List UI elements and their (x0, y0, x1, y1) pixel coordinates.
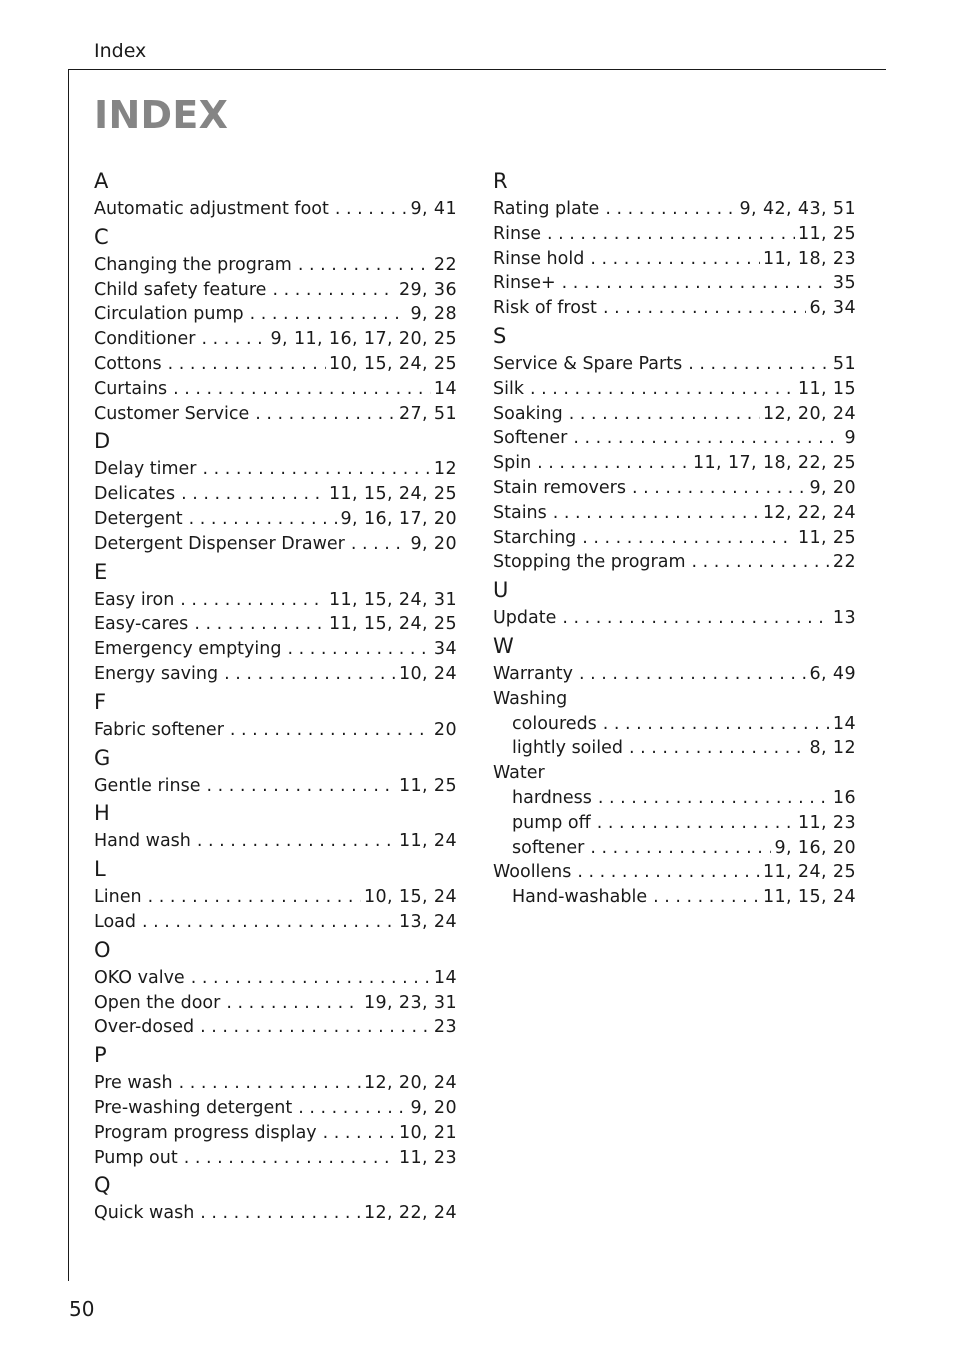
index-page-refs: 8, 12 (809, 738, 856, 759)
dot-leader (335, 197, 408, 222)
index-letter-heading: R (493, 169, 508, 193)
index-subentry (493, 836, 856, 861)
index-entry (94, 829, 457, 854)
index-page-refs: 9, 11, 16, 17, 20, 25 (270, 329, 457, 350)
index-term: Automatic adjustment foot (94, 199, 329, 219)
dot-leader (184, 1146, 396, 1171)
index-entry (94, 532, 457, 557)
index-entry (94, 278, 457, 303)
index-page-refs: 14 (433, 967, 457, 988)
dot-leader (189, 507, 338, 532)
dot-leader (590, 247, 760, 272)
index-entry (493, 606, 856, 631)
index-subentry (493, 736, 856, 761)
index-term: Curtains (94, 378, 168, 399)
index-entry (94, 910, 457, 935)
index-entry (493, 860, 856, 885)
dot-leader (553, 501, 760, 526)
dot-leader (530, 377, 795, 402)
index-letter-heading: O (94, 937, 111, 962)
index-page-refs: 34 (433, 639, 457, 660)
index-page-refs: 14 (433, 378, 457, 399)
index-page-refs: 12, 22, 24 (363, 1203, 457, 1224)
index-page-refs: 35 (832, 273, 856, 294)
index-entry (94, 253, 457, 278)
index-page-refs: 11, 24, 25 (762, 862, 856, 883)
index-entry (94, 1096, 457, 1121)
dot-leader (692, 550, 830, 575)
index-entry (94, 402, 457, 427)
dot-leader (201, 327, 267, 352)
index-entry (94, 482, 457, 507)
index-term: Stopping the program (493, 552, 686, 573)
index-term: Hand wash (94, 831, 191, 852)
index-column-left (94, 166, 457, 1226)
dot-leader (582, 526, 795, 551)
index-term: Conditioner (94, 329, 196, 350)
index-column-right (493, 166, 856, 910)
index-term: Rating plate (493, 199, 600, 219)
dot-leader (605, 197, 736, 222)
index-page-refs: 22 (832, 552, 856, 573)
index-page-refs: 9, 16, 17, 20 (340, 508, 457, 529)
index-term: Circulation pump (94, 304, 244, 325)
index-page-refs: 6, 49 (809, 663, 856, 684)
dot-leader (142, 910, 396, 935)
index-page-refs: 11, 23 (398, 1147, 457, 1168)
index-term: softener (512, 837, 585, 858)
dot-leader (598, 786, 830, 811)
index-letter-heading: S (493, 323, 507, 348)
dot-leader (579, 662, 806, 687)
index-page-refs: 11, 15, 24, 25 (328, 484, 457, 505)
index-term: Delicates (94, 484, 176, 505)
dot-leader (298, 253, 431, 278)
index-page-refs: 20 (433, 719, 457, 740)
index-letter-heading: P (94, 1043, 107, 1068)
dot-leader (250, 302, 408, 327)
index-page-refs: 27, 51 (398, 403, 457, 424)
index-entry (94, 774, 457, 799)
index-term: Update (493, 608, 557, 629)
index-term: Easy iron (94, 589, 175, 610)
dot-leader (148, 885, 361, 910)
index-entry (493, 426, 856, 451)
index-letter-heading: W (493, 633, 514, 658)
index-term: Program progress display (94, 1122, 317, 1143)
index-entry (493, 761, 856, 786)
dot-leader (562, 271, 830, 296)
index-entry (493, 352, 856, 377)
index-page-refs: 10, 21 (398, 1122, 457, 1143)
index-term: Risk of frost (493, 298, 597, 319)
index-letter-heading: A (94, 169, 109, 193)
index-page-refs: 9, 20 (410, 533, 457, 554)
dot-leader (180, 588, 326, 613)
dot-leader (173, 377, 431, 402)
index-page-refs: 11, 23 (797, 812, 856, 833)
index-term: Rinse (493, 223, 541, 244)
index-term: pump off (512, 812, 591, 833)
dot-leader (569, 402, 760, 427)
index-entry (94, 1201, 457, 1226)
index-subentry (493, 885, 856, 910)
index-term: Emergency emptying (94, 639, 282, 660)
index-entry (493, 501, 856, 526)
dot-leader (573, 426, 841, 451)
index-page-refs: 9, 28 (410, 304, 457, 325)
index-page-refs: 10, 15, 24 (363, 887, 457, 908)
dot-leader (351, 532, 408, 557)
dot-leader (688, 352, 830, 377)
index-page-refs: 14 (832, 713, 856, 734)
running-head: Index (94, 40, 147, 62)
index-entry (94, 352, 457, 377)
index-entry (94, 197, 457, 222)
index-entry (94, 377, 457, 402)
index-term: Gentle rinse (94, 775, 201, 796)
index-entry (94, 327, 457, 352)
index-subentry (493, 811, 856, 836)
index-term: Over-dosed (94, 1017, 195, 1038)
index-subentry (493, 712, 856, 737)
index-term: Softener (493, 428, 568, 449)
index-page-refs: 16 (832, 787, 856, 808)
index-entry (493, 476, 856, 501)
index-page-refs: 11, 25 (797, 223, 856, 244)
dot-leader (194, 612, 326, 637)
index-page-refs: 9, 42, 43, 51 (739, 199, 856, 219)
index-term: Pre-washing detergent (94, 1097, 293, 1118)
index-page-refs: 12, 20, 24 (762, 403, 856, 424)
dot-leader (226, 991, 361, 1016)
dot-leader (272, 278, 396, 303)
index-term: Service & Spare Parts (493, 353, 683, 374)
index-entry (493, 402, 856, 427)
index-page-refs: 23 (433, 1017, 457, 1038)
dot-leader (224, 662, 396, 687)
index-term: Load (94, 911, 136, 932)
dot-leader (287, 637, 430, 662)
index-term: coloureds (512, 713, 597, 734)
dot-leader (202, 457, 430, 482)
index-term: Stains (493, 502, 547, 523)
dot-leader (537, 451, 690, 476)
index-subentry (493, 786, 856, 811)
index-page-refs: 13, 24 (398, 911, 457, 932)
index-term: Quick wash (94, 1203, 195, 1224)
dot-leader (547, 222, 795, 247)
index-page-refs: 6, 34 (809, 298, 856, 319)
dot-leader (197, 829, 396, 854)
index-entry (493, 662, 856, 687)
index-entry (94, 1146, 457, 1171)
dot-leader (168, 352, 326, 377)
dot-leader (653, 885, 760, 910)
index-term: Detergent (94, 508, 183, 529)
index-page-refs: 9, 16, 20 (774, 837, 856, 858)
dot-leader (200, 1015, 431, 1040)
index-term: Pre wash (94, 1073, 173, 1094)
index-letter-heading: H (94, 801, 110, 826)
index-page-refs: 19, 23, 31 (363, 992, 457, 1013)
index-entry (94, 457, 457, 482)
index-page-refs: 12 (433, 459, 457, 480)
index-page-refs: 29, 36 (398, 279, 457, 300)
index-page-refs: 11, 24 (398, 831, 457, 852)
index-entry (94, 1071, 457, 1096)
index-term: Washing (493, 688, 568, 709)
index-term: Stain removers (493, 477, 626, 498)
index-letter-heading: U (493, 578, 509, 603)
index-term: lightly soiled (512, 738, 623, 759)
dot-leader (629, 736, 806, 761)
index-term: Warranty (493, 663, 574, 684)
index-entry (94, 718, 457, 743)
index-entry (493, 271, 856, 296)
top-rule (68, 69, 886, 70)
index-entry (493, 296, 856, 321)
index-entry (94, 1015, 457, 1040)
index-term: Fabric softener (94, 719, 224, 740)
index-entry (493, 377, 856, 402)
index-letter-heading: C (94, 224, 109, 249)
dot-leader (191, 966, 431, 991)
index-entry (493, 550, 856, 575)
index-term: Detergent Dispenser Drawer (94, 533, 345, 554)
index-term: OKO valve (94, 967, 185, 988)
index-term: Delay timer (94, 459, 197, 480)
index-page-refs: 11, 17, 18, 22, 25 (692, 453, 856, 474)
index-entry (94, 302, 457, 327)
index-entry (493, 197, 856, 222)
index-page-refs: 13 (832, 608, 856, 629)
dot-leader (562, 606, 830, 631)
index-entry (493, 526, 856, 551)
index-page-refs: 12, 20, 24 (363, 1073, 457, 1094)
index-entry (94, 637, 457, 662)
dot-leader (590, 836, 771, 861)
index-term: Open the door (94, 992, 221, 1013)
index-term: Starching (493, 527, 577, 548)
index-term: Spin (493, 453, 532, 474)
index-term: Energy saving (94, 663, 219, 684)
dot-leader (207, 774, 396, 799)
page-title: INDEX (94, 93, 229, 137)
dot-leader (577, 860, 760, 885)
index-letter-heading: F (94, 689, 107, 714)
dot-leader (255, 402, 396, 427)
dot-leader (597, 811, 795, 836)
index-term: Rinse hold (493, 248, 585, 269)
dot-leader (181, 482, 326, 507)
dot-leader (632, 476, 806, 501)
index-letter-heading: L (94, 857, 106, 882)
index-page-refs: 11, 25 (398, 775, 457, 796)
index-term: Hand-washable (512, 887, 648, 908)
index-entry (94, 507, 457, 532)
index-letter-heading: G (94, 745, 111, 770)
index-page-refs: 11, 25 (797, 527, 856, 548)
index-term: Woollens (493, 862, 572, 883)
index-entry (493, 247, 856, 272)
index-entry (94, 1121, 457, 1146)
dot-leader (179, 1071, 361, 1096)
index-term: Easy-cares (94, 614, 189, 635)
index-page-refs: 22 (433, 254, 457, 275)
index-entry (94, 885, 457, 910)
index-entry (94, 612, 457, 637)
index-term: Changing the program (94, 254, 292, 275)
dot-leader (230, 718, 431, 743)
index-term: Child safety feature (94, 279, 267, 300)
index-page-refs: 11, 15 (797, 378, 856, 399)
index-term: Soaking (493, 403, 563, 424)
index-term: Rinse+ (493, 273, 556, 294)
index-entry (493, 222, 856, 247)
index-page-refs: 9, 20 (809, 477, 856, 498)
dot-leader (323, 1121, 396, 1146)
index-entry (493, 687, 856, 712)
index-term: Water (493, 763, 545, 784)
index-page-refs: 9 (844, 428, 856, 449)
index-entry (94, 662, 457, 687)
index-letter-heading: E (94, 559, 108, 584)
index-page-refs: 9, 41 (410, 199, 457, 219)
index-page-refs: 11, 15, 24, 25 (328, 614, 457, 635)
index-term: Cottons (94, 353, 162, 374)
dot-leader (200, 1201, 361, 1226)
index-term: Linen (94, 887, 142, 908)
index-page-refs: 51 (832, 353, 856, 374)
index-entry (94, 991, 457, 1016)
index-term: hardness (512, 787, 592, 808)
index-page-refs: 10, 24 (398, 663, 457, 684)
index-page-refs: 11, 15, 24, 31 (328, 589, 457, 610)
dot-leader (603, 296, 807, 321)
index-letter-heading: Q (94, 1173, 111, 1198)
dot-leader (298, 1096, 407, 1121)
index-page-refs: 11, 18, 23 (762, 248, 856, 269)
dot-leader (603, 712, 830, 737)
index-page-refs: 9, 20 (410, 1097, 457, 1118)
index-entry (493, 451, 856, 476)
index-page-refs: 11, 15, 24 (762, 887, 856, 908)
left-rule (68, 69, 69, 1281)
index-page-refs: 10, 15, 24, 25 (328, 353, 457, 374)
index-letter-heading: D (94, 429, 111, 454)
index-term: Pump out (94, 1147, 178, 1168)
page-number: 50 (69, 1297, 95, 1321)
index-entry (94, 588, 457, 613)
index-term: Customer Service (94, 403, 250, 424)
index-entry (94, 966, 457, 991)
index-page-refs: 12, 22, 24 (762, 502, 856, 523)
index-term: Silk (493, 378, 524, 399)
